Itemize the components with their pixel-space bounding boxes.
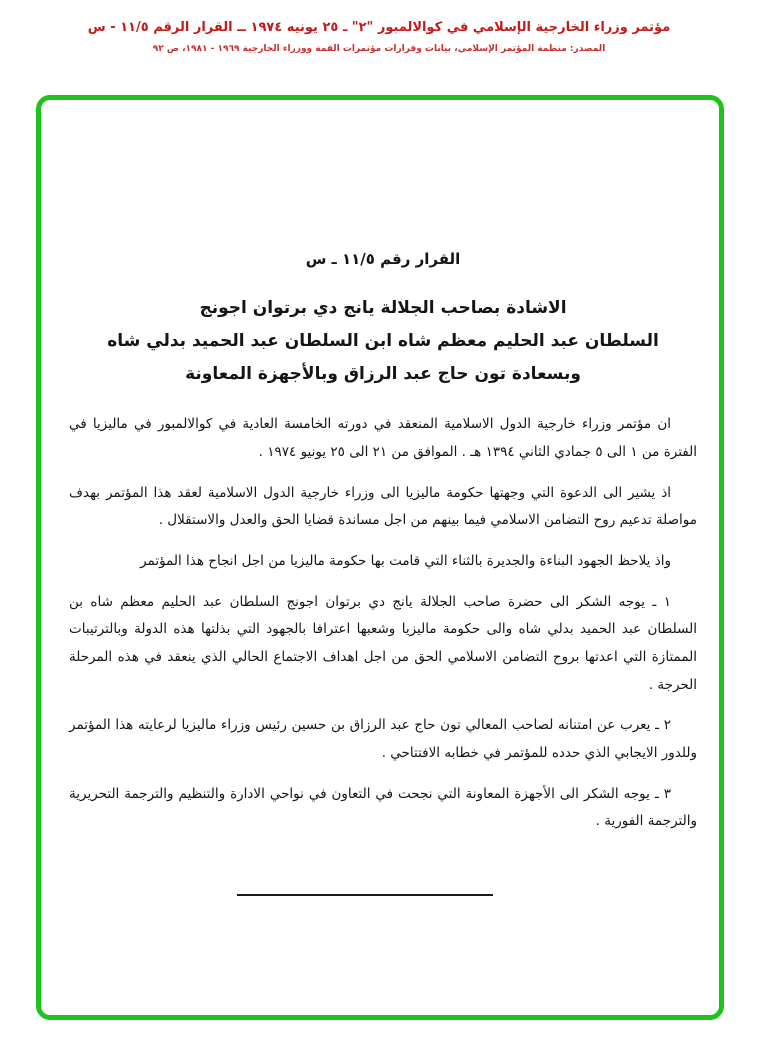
scan-header-source: المصدر: منظمة المؤتمر الإسلامي، بيانات وقرارات مؤتمرات القمة ووزراء الخارجية ١٩٦٩ - ١٩٨١، ص ٩٢: [152, 44, 606, 54]
scan-header-title: مؤتمر وزراء الخارجية الإسلامي في كوالالمبور "٢" ـ ٢٥ يونيه ١٩٧٤ ــ القرار الرقم ١١/٥ - س: [87, 20, 671, 35]
title-line-3: وبسعادة تون حاج عبد الرزاق وبالأجهزة المعاونة: [185, 364, 581, 385]
title-line-1: الاشادة بصاحب الجلالة يانج دي برتوان اجونج: [199, 298, 567, 318]
paragraph-preamble-1: ان مؤتمر وزراء خارجية الدول الاسلامية المنعقد في دورته الخامسة العادية في كوالالمبور في ماليزيا في الفترة من ١ الى ٥ جمادي الثاني ١٣٩٤ هـ . الموافق من ٢١ الى ٢٥ يونيو ١٩٧٤ .: [69, 416, 697, 461]
resolution-number: القرار رقم ١١/٥ ـ س: [305, 250, 461, 268]
document-border-frame: [36, 95, 724, 1020]
footer-separator-line: [237, 894, 493, 896]
paragraph-clause-3: ٣ ـ يوجه الشكر الى الأجهزة المعاونة التي نجحت في التعاون في نواحي الادارة والتنظيم والترجمة التحريرية والترجمة الفورية .: [69, 785, 697, 830]
paragraph-clause-1: ١ ـ يوجه الشكر الى حضرة صاحب الجلالة يانج دي برتوان اجونج السلطان عبد الحليم معظم شاه بن السلطان عبد الحميد بدلي شاه والى حكومة ماليزيا وشعبها اعترافا بالجهود التي بذلتها هذه الدولة وبالترتيبات الممتازة التي اعدتها بروح التضامن الاسلامي الحق من اجل اهداف الاجتماع الحالي الذي ينعقد في هذه المرحلة الحرجة .: [69, 593, 697, 693]
title-line-2: السلطان عبد الحليم معظم شاه ابن السلطان عبد الحميد بدلي شاه: [107, 331, 659, 352]
resolution-title: [69, 292, 697, 391]
paragraph-clause-2: ٢ ـ يعرب عن امتنانه لصاحب المعالي تون حاج عبد الرزاق بن حسين رئيس وزراء ماليزيا لرعايته هذا المؤتمر وللدور الايجابي الذي حدده للمؤتمر في خطابه الافتتاحي .: [69, 717, 697, 762]
resolution-paragraphs: [69, 411, 697, 836]
paragraph-preamble-3: واذ يلاحظ الجهود البناءة والجديرة بالثناء التي قامت بها حكومة ماليزيا من اجل انجاح هذا المؤتمر: [140, 553, 671, 570]
scan-header: [0, 20, 758, 54]
document-body: [41, 100, 719, 896]
paragraph-preamble-2: اذ يشير الى الدعوة التي وجهتها حكومة ماليزيا الى وزراء خارجية الدول الاسلامية لعقد هذا المؤتمر بهدف مواصلة تدعيم روح التضامن الاسلامي فيما بينهم من اجل مساندة قضايا الحق والعدل والاستقلال .: [69, 484, 697, 529]
